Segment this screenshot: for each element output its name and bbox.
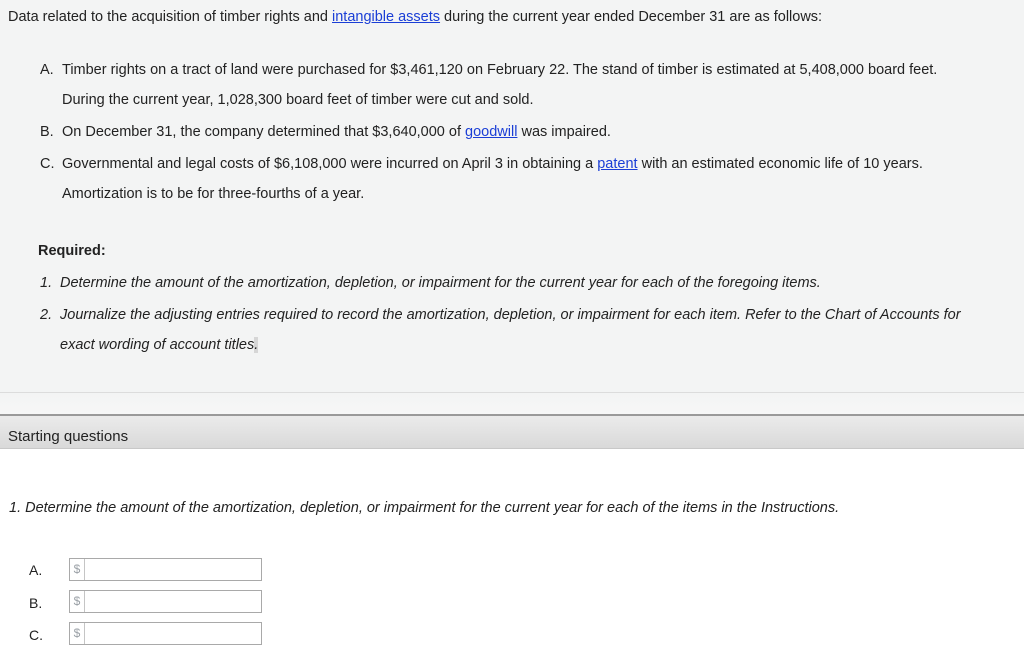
- answer-a-input[interactable]: [69, 558, 262, 581]
- answer-b-input[interactable]: [69, 590, 262, 613]
- goodwill-link[interactable]: goodwill: [465, 124, 518, 140]
- patent-link[interactable]: patent: [597, 156, 638, 172]
- panel-divider: [0, 392, 1024, 415]
- required-2-number: 2.: [40, 307, 53, 323]
- answer-b-label: B.: [29, 595, 43, 611]
- dollar-sign-icon: $: [70, 623, 85, 644]
- intro-text: [8, 9, 822, 25]
- required-2-line2-text: exact wording of account titles: [60, 337, 255, 353]
- required-2-line1: Journalize the adjusting entries required to record the amortization, depletion, or impairment for each item. Refer to the Chart of Accounts for: [60, 307, 961, 323]
- required-1-text: Determine the amount of the amortization, depletion, or impairment for the current year for each of the foregoing items.: [60, 275, 821, 291]
- required-2-line2: [60, 337, 258, 353]
- item-a-line2: During the current year, 1,028,300 board feet of timber were cut and sold.: [62, 92, 534, 108]
- required-2-period: .: [254, 337, 259, 353]
- intangible-assets-link[interactable]: intangible assets: [332, 9, 441, 25]
- item-c-text: [62, 156, 923, 172]
- item-b-pre: On December 31, the company determined that $3,640,000 of: [62, 124, 466, 140]
- item-c-line2: Amortization is to be for three-fourths of a year.: [62, 186, 365, 202]
- item-b-text: [62, 124, 611, 140]
- starting-questions-bar: [0, 414, 1024, 449]
- section-title: Starting questions: [8, 428, 129, 445]
- item-b-letter: B.: [40, 124, 54, 140]
- item-c-letter: C.: [40, 156, 55, 172]
- answer-c-label: C.: [29, 627, 43, 643]
- intro-pre: Data related to the acquisition of timber rights and: [8, 9, 333, 25]
- intro-post: during the current year ended December 31 are as follows:: [440, 9, 823, 25]
- required-1-number: 1.: [40, 275, 53, 291]
- item-c-post: with an estimated economic life of 10 years.: [637, 156, 923, 172]
- answer-a-label: A.: [29, 562, 43, 578]
- required-heading: Required:: [38, 243, 106, 259]
- dollar-sign-icon: $: [70, 559, 85, 580]
- item-c-pre: Governmental and legal costs of $6,108,000 were incurred on April 3 in obtaining a: [62, 156, 598, 172]
- question-1: 1. Determine the amount of the amortization, depletion, or impairment for the current year for each of the items in the Instructions.: [9, 500, 840, 516]
- dollar-sign-icon: $: [70, 591, 85, 612]
- answer-c-input[interactable]: [69, 622, 262, 645]
- item-b-post: was impaired.: [517, 124, 611, 140]
- item-a-letter: A.: [40, 62, 54, 78]
- item-a-line1: Timber rights on a tract of land were purchased for $3,461,120 on February 22. The stand of timber is estimated at 5,408,000 board feet.: [62, 62, 938, 78]
